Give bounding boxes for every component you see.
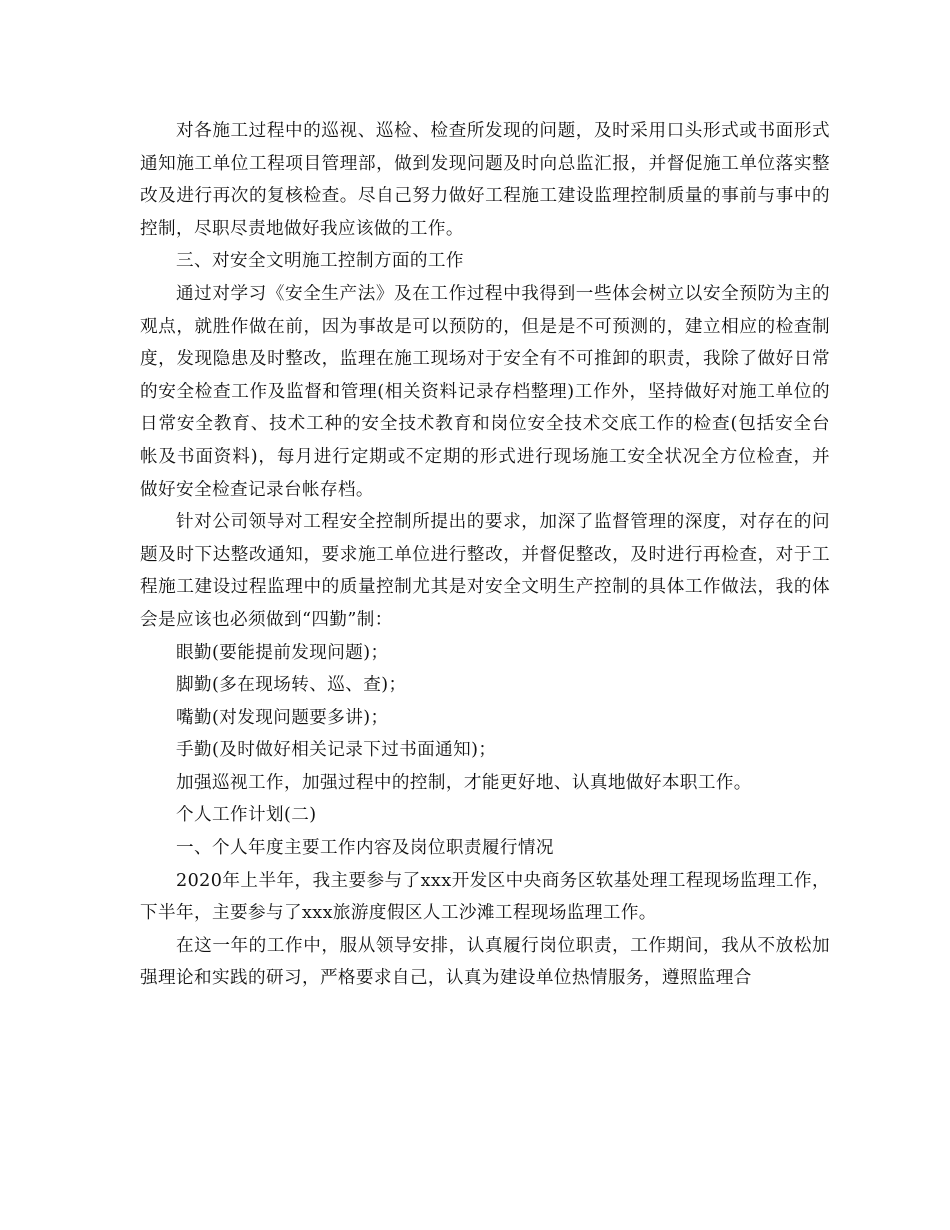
list-item-mouth: 嘴勤(对发现问题要多讲)； [176,707,389,728]
paragraph-leadership-requirements: 针对公司领导对工程安全控制所提出的要求，加深了监督管理的深度，对存在的问题及时下达整改通知，要求施工单位进行整改，并督促整改，及时进行再检查，对于工程施工建设过程监理中的质量控制尤其是对安全文明生产控制的具体工作做法，我的体会是应该也必须做到“四勤”制： [140,512,830,630]
section-title-work-plan-2: 个人工作计划(二) [176,805,317,826]
list-item-feet: 脚勤(多在现场转、巡、查)； [176,675,407,696]
paragraph-year-work: 在这一年的工作中，服从领导安排，认真履行岗位职责，工作期间，我从不放松加强理论和实践的研习，严格要求自己，认真为建设单位热情服务，遵照监理合 [140,935,830,989]
heading-annual-duties: 一、个人年度主要工作内容及岗位职责履行情况 [176,838,554,859]
paragraph-2020-projects: 2020年上半年，我主要参与了xxx开发区中央商务区软基处理工程现场监理工作，下半年，主要参与了xxx旅游度假区人工沙滩工程现场监理工作。 [140,870,830,924]
document-body [140,115,830,995]
list-item-eyes: 眼勤(要能提前发现问题)； [176,642,389,663]
paragraph-strengthen-patrol: 加强巡视工作，加强过程中的控制，才能更好地、认真地做好本职工作。 [176,772,752,793]
heading-safety-control: 三、对安全文明施工控制方面的工作 [176,251,464,272]
list-item-hands: 手勤(及时做好相关记录下过书面通知)； [176,740,497,761]
paragraph-safety-law: 通过对学习《安全生产法》及在工作过程中我得到一些体会树立以安全预防为主的观点，就胜作做在前，因为事故是可以预防的，但是是不可预测的，建立相应的检查制度，发现隐患及时整改，监理在施工现场对于安全有不可推卸的职责，我除了做好日常的安全检查工作及监督和管理(相关资料记录存档整理)工作外，坚持做好对施工单位的日常安全教育、技术工种的安全技术教育和岗位安全技术交底工作的检查(包括安全台帐及书面资料)，每月进行定期或不定期的形式进行现场施工安全状况全方位检查，并做好安全检查记录台帐存档。 [140,283,830,500]
paragraph-inspection-issues: 对各施工过程中的巡视、巡检、检查所发现的问题，及时采用口头形式或书面形式通知施工单位工程项目管理部，做到发现问题及时向总监汇报，并督促施工单位落实整改及进行再次的复核检查。尽自己努力做好工程施工建设监理控制质量的事前与事中的控制，尽职尽责地做好我应该做的工作。 [140,121,830,239]
